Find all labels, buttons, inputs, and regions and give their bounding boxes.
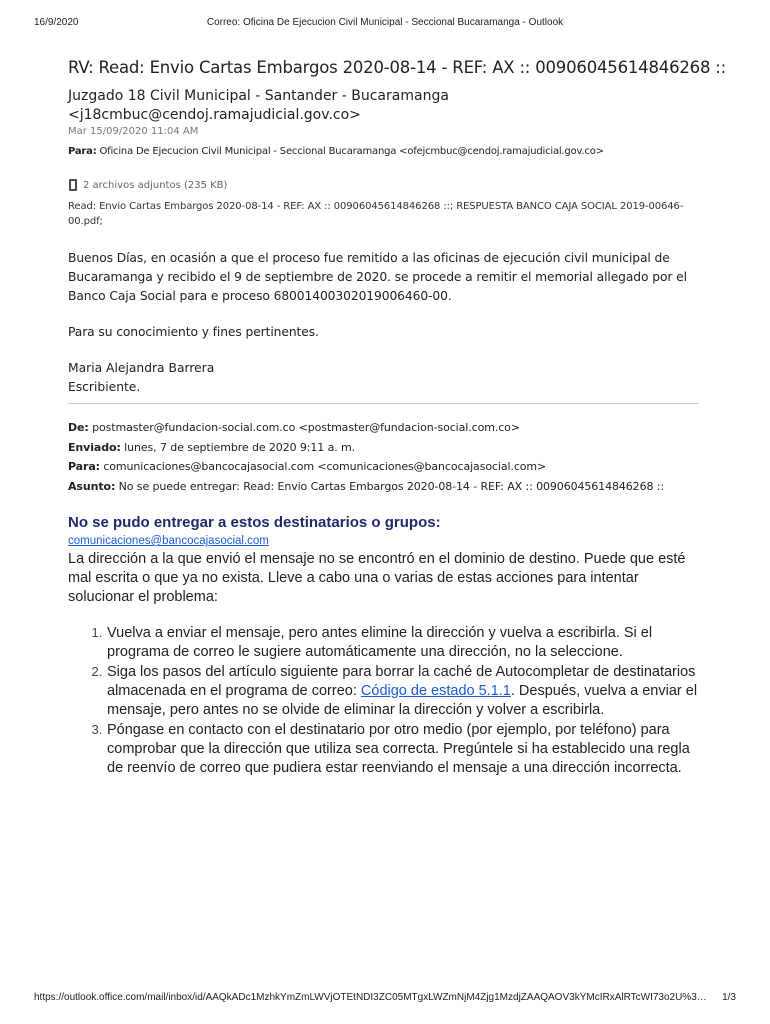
ndr-step-text: . Después, vuelva a enviar el mensaje, pero antes no se olvide de eliminar la dirección y volver a escribirla.: [107, 683, 698, 718]
sent-date: Mar 15/09/2020 11:04 AM: [68, 126, 199, 137]
attachments-summary-text: 2 archivos adjuntos (235 KB): [83, 179, 228, 191]
recipients-line: [68, 146, 698, 157]
ndr-step: [106, 623, 698, 662]
ndr-recipient-link[interactable]: comunicaciones@bancocajasocial.com: [68, 535, 269, 547]
email-body: [68, 249, 698, 342]
email-reading-pane: [68, 58, 727, 778]
to-label: Para:: [68, 146, 97, 157]
forwarded-subject: [68, 477, 698, 497]
forwarded-sent: [68, 438, 698, 458]
page-number: 1/3: [722, 992, 736, 1003]
divider: [68, 403, 698, 404]
forwarded-to: [68, 457, 698, 477]
email-subject: RV: Read: Envio Cartas Embargos 2020-08-14 - REF: AX :: 00906045614846268 ::: [68, 58, 727, 77]
print-date: 16/9/2020: [34, 17, 79, 28]
body-paragraph: Para su conocimiento y fines pertinentes.: [68, 325, 319, 339]
forwarded-from: [68, 418, 698, 438]
sender-email[interactable]: <j18cmbuc@cendoj.ramajudicial.gov.co>: [68, 107, 361, 123]
ndr-description: La dirección a la que envió el mensaje no se encontró en el dominio de destino. Puede que esté mal escrita o que ya no exista. Lleve a cabo una o varias de estas acciones para intentar solucionar el problema:: [68, 551, 686, 605]
ndr-notice: [68, 514, 698, 778]
status-code-link[interactable]: Código de estado 5.1.1: [360, 683, 511, 699]
ndr-step-text: Póngase en contacto con el destinatario por otro medio (por ejemplo, por teléfono) para comprobar que la dirección que utiliza sea correcta. Pregúntele si ha establecido una regla de reenvío de correo que pudiera estar reenviando el mensaje a una dirección incorrecta.: [107, 722, 690, 776]
attachments-summary[interactable]: [68, 178, 698, 192]
attachment-names[interactable]: Read: Envio Cartas Embargos 2020-08-14 - REF: AX :: 00906045614846268 ::; RESPUESTA BANCO CAJA SOCIAL 2019-00646-00.pdf;: [68, 201, 684, 227]
ndr-step: [106, 720, 698, 778]
body-paragraph: Buenos Días, en ocasión a que el proceso fue remitido a las oficinas de ejecución civil municipal de Bucaramanga y recibido el 9 de septiembre de 2020. se procede a remitir el memorial allegado por el Banco Caja Social para e proceso 68001400302019006460-00.: [68, 251, 687, 303]
forwarded-to-value: comunicaciones@bancocajasocial.com <comunicaciones@bancocajasocial.com>: [103, 460, 547, 473]
to-value[interactable]: Oficina De Ejecucion Civil Municipal - Seccional Bucaramanga <ofejcmbuc@cendoj.ramajudicial.gov.co>: [99, 146, 604, 157]
paperclip-icon: [68, 178, 78, 192]
print-title: Correo: Oficina De Ejecucion Civil Municipal - Seccional Bucaramanga - Outlook: [206, 17, 564, 28]
forwarded-to-label: Para:: [68, 460, 100, 473]
signature-name: Maria Alejandra Barrera: [68, 361, 215, 375]
ndr-steps-list: [68, 623, 698, 778]
print-header: [34, 17, 736, 31]
sender-name[interactable]: Juzgado 18 Civil Municipal - Santander - Bucaramanga: [68, 88, 449, 104]
forwarded-header: [68, 418, 698, 496]
forwarded-subject-label: Asunto:: [68, 479, 116, 493]
sender-block: [68, 87, 698, 125]
ndr-title: No se pudo entregar a estos destinatarios o grupos:: [68, 514, 441, 531]
print-footer: [34, 992, 736, 1006]
signature-role: Escribiente.: [68, 380, 141, 394]
signature: [68, 359, 698, 397]
forwarded-subject-value: No se puede entregar: Read: Envio Cartas Embargos 2020-08-14 - REF: AX :: 00906045614846268 ::: [118, 479, 664, 493]
print-url: https://outlook.office.com/mail/inbox/id/AAQkADc1MzhkYmZmLWVjOTEtNDI3ZC05MTgxLWZmNjM4Zjg1MzdjZAAQAOV3kYMcIRxAlRTcWI73o2U%3…: [34, 992, 707, 1003]
ndr-step-text: Siga los pasos del artículo siguiente para borrar la caché de Autocompletar de destinatarios almacenada en el programa de correo:: [107, 664, 696, 699]
forwarded-from-value: postmaster@fundacion-social.com.co <postmaster@fundacion-social.com.co>: [92, 421, 520, 434]
ndr-step-text: Vuelva a enviar el mensaje, pero antes elimine la dirección y vuelva a escribirla. Si el programa de correo le sugiere automáticamente una dirección, no la seleccione.: [107, 625, 653, 660]
forwarded-from-label: De:: [68, 421, 89, 434]
forwarded-sent-label: Enviado:: [68, 440, 121, 454]
ndr-step: [106, 662, 698, 720]
forwarded-sent-value: lunes, 7 de septiembre de 2020 9:11 a. m.: [124, 440, 356, 454]
